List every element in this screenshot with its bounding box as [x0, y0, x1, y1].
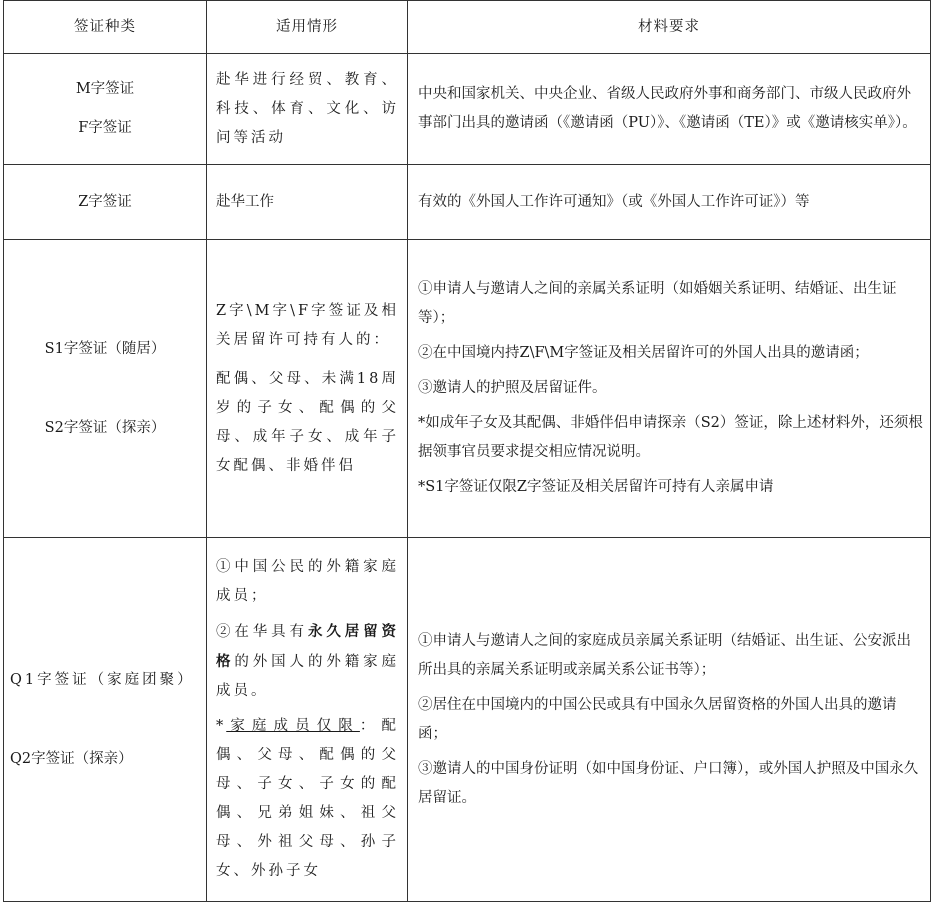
visa-type-m: M字签证 — [75, 81, 135, 97]
table-row — [4, 54, 931, 165]
visa-type-cell — [4, 54, 207, 165]
header-scenario: 适用情形 — [207, 1, 408, 54]
materials-cell — [408, 165, 931, 240]
table-header-row — [4, 1, 931, 54]
table-row — [4, 165, 931, 240]
scenario-cell — [207, 240, 408, 538]
table-row — [4, 538, 931, 902]
scenario-cell — [207, 165, 408, 240]
materials-cell — [408, 538, 931, 902]
scenario-note — [216, 712, 399, 886]
visa-type-q2: Q2字签证（探亲） — [10, 750, 133, 767]
materials-cell — [408, 240, 931, 538]
header-materials: 材料要求 — [408, 1, 931, 54]
scenario-text: 的外国人的外籍家庭成员。 — [216, 654, 400, 699]
scenario-cell — [207, 538, 408, 902]
material-item: ②在中国境内持Z\F\M字签证及相关居留许可的外国人出具的邀请函； — [418, 345, 869, 361]
underlined-text: 家庭成员仅限 — [226, 718, 360, 734]
header-visa-type: 签证种类 — [4, 1, 207, 54]
visa-type-z: Z字签证 — [78, 193, 132, 210]
scenario-item — [216, 617, 399, 706]
scenario-text: 赴华工作 — [216, 193, 274, 210]
material-note: *如成年子女及其配偶、非婚伴侣申请探亲（S2）签证，除上述材料外，还须根据领事官员要求提交相应情况说明。 — [418, 415, 923, 460]
scenario-intro: Z字\M字\F字签证及相关居留许可持有人的： — [216, 302, 399, 348]
material-note: *S1字签证仅限Z字签证及相关居留许可持有人亲属申请 — [418, 479, 774, 495]
table-row — [4, 240, 931, 538]
visa-type-cell — [4, 538, 207, 902]
visa-type-s1: S1字签证（随居） — [44, 340, 166, 357]
emphasis-text: 永久居留资格 — [216, 623, 400, 670]
material-item: ②居住在中国境内的中国公民或具有中国永久居留资格的外国人出具的邀请函； — [418, 696, 897, 742]
material-item: ①申请人与邀请人之间的家庭成员亲属关系证明（结婚证、出生证、公安派出所出具的亲属关系证明或亲属关系公证书等）； — [418, 632, 911, 678]
material-item: ③邀请人的中国身份证明（如中国身份证、户口簿），或外国人护照及中国永久居留证。 — [418, 760, 919, 806]
scenario-text: 赴华进行经贸、教育、科技、体育、文化、访问等活动 — [216, 71, 399, 146]
materials-cell — [408, 54, 931, 165]
material-item: 有效的《外国人工作许可通知》（或《外国人工作许可证》）等 — [418, 193, 810, 210]
scenario-text: 配偶、父母、未满18周岁的子女、配偶的父母、成年子女、成年子女配偶、非婚伴侣 — [216, 370, 399, 474]
visa-type-cell — [4, 240, 207, 538]
visa-type-q1: Q1字签证（家庭团聚） — [10, 671, 195, 688]
visa-requirements-table — [3, 0, 931, 902]
material-item: ①申请人与邀请人之间的亲属关系证明（如婚姻关系证明、结婚证、出生证等）； — [418, 281, 897, 326]
scenario-cell — [207, 54, 408, 165]
scenario-text: ②在华具有 — [216, 624, 308, 640]
material-item: 中央和国家机关、中央企业、省级人民政府外事和商务部门、市级人民政府外事部门出具的邀请函（《邀请函（PU）》、《邀请函（TE）》或《邀请核实单》）。 — [418, 86, 917, 131]
note-marker: * — [216, 718, 227, 734]
scenario-item: ①中国公民的外籍家庭成员； — [216, 559, 399, 604]
visa-type-s2: S2字签证（探亲） — [44, 419, 166, 436]
visa-type-f: F字签证 — [78, 120, 132, 136]
material-item: ③邀请人的护照及居留证件。 — [418, 380, 607, 396]
visa-type-cell — [4, 165, 207, 240]
scenario-text: ：配偶、父母、配偶的父母、子女、子女的配偶、兄弟姐妹、祖父母、外祖父母、孙子女、外孙子女 — [216, 718, 399, 879]
